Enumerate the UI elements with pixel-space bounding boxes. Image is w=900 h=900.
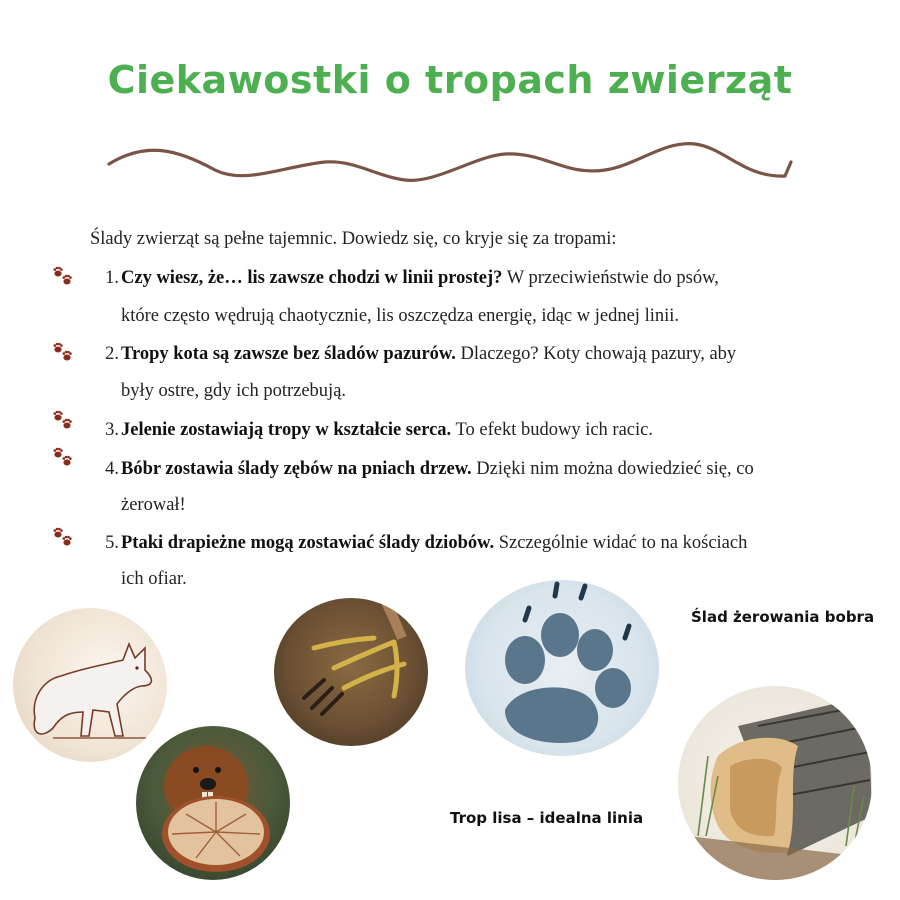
fact-number: 2.	[105, 344, 119, 364]
fox-illustration-image	[13, 608, 167, 762]
page-title: Ciekawostki o tropach zwierząt	[107, 58, 793, 102]
fact-text-continued: były ostre, gdy ich potrzebują.	[121, 381, 347, 401]
fact-number: 4.	[105, 459, 119, 479]
intro-text: Ślady zwierząt są pełne tajemnic. Dowiedz się, co kryje się za tropami:	[90, 229, 617, 249]
fact-text-continued: które często wędrują chaotycznie, lis oszczędza energię, idąc w jednej linii.	[121, 306, 680, 326]
fact-text: To efekt budowy ich racic.	[451, 420, 653, 440]
beaver-gnawed-log-image	[678, 686, 872, 880]
fact-text-continued: ich ofiar.	[121, 569, 187, 589]
beaver-with-log-image	[136, 726, 290, 880]
paw-prints-icon	[52, 266, 76, 288]
fact-text: W przeciwieństwie do psów,	[502, 268, 719, 288]
caption-fox-track: Trop lisa – idealna linia	[450, 809, 644, 827]
fact-headline: Tropy kota są zawsze bez śladów pazurów.	[121, 344, 456, 364]
fact-headline: Ptaki drapieżne mogą zostawiać ślady dziobów.	[121, 533, 495, 553]
paw-prints-icon	[52, 342, 76, 364]
fact-text: Szczególnie widać to na kościach	[494, 533, 748, 553]
fact-text: Dzięki nim można dowiedzieć się, co	[471, 459, 754, 479]
paw-print-in-snow-image	[465, 580, 659, 756]
fact-number: 3.	[105, 420, 119, 440]
fact-text: Dlaczego? Koty chowają pazury, aby	[455, 344, 737, 364]
bird-claws-in-mud-image	[274, 598, 428, 746]
paw-prints-icon	[52, 527, 76, 549]
caption-beaver-feeding: Ślad żerowania bobra	[691, 608, 875, 626]
fact-headline: Czy wiesz, że… lis zawsze chodzi w linii prostej?	[121, 268, 503, 288]
fact-headline: Bóbr zostawia ślady zębów na pniach drzew.	[121, 459, 472, 479]
wave-divider	[105, 140, 795, 190]
paw-prints-icon	[52, 447, 76, 469]
fact-headline: Jelenie zostawiają tropy w kształcie serca.	[121, 420, 452, 440]
fact-number: 5.	[105, 533, 119, 553]
paw-prints-icon	[52, 410, 76, 432]
fact-number: 1.	[105, 268, 119, 288]
fact-text-continued: żerował!	[121, 495, 186, 515]
